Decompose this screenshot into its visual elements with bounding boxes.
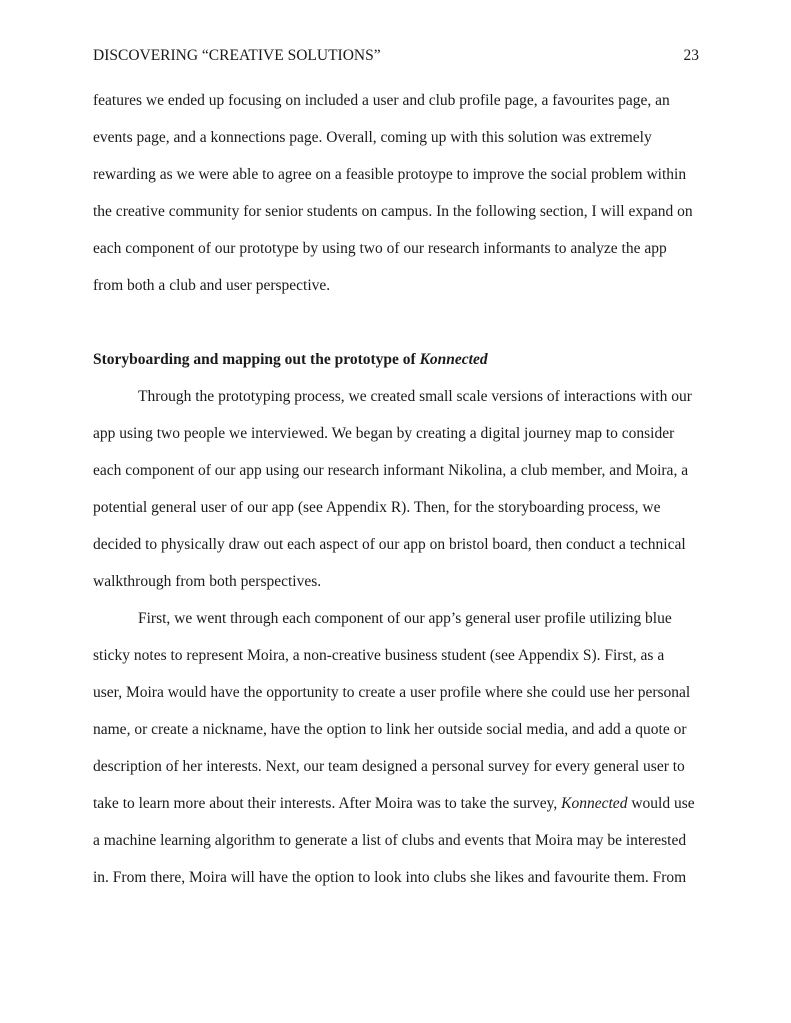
text-segment: Konnected — [419, 351, 488, 368]
text-segment: app using two people we interviewed. We began by creating a digital journey map to consider — [93, 425, 675, 442]
running-head: DISCOVERING “CREATIVE SOLUTIONS” — [93, 47, 381, 64]
text-line — [93, 452, 699, 489]
text-segment: from both a club and user perspective. — [93, 277, 331, 294]
text-segment: Storyboarding and mapping out the prototype of — [93, 351, 420, 368]
text-line — [93, 637, 699, 674]
text-segment: potential general user of our app (see Appendix R). Then, for the storyboarding process, we — [93, 499, 661, 516]
text-segment: features we ended up focusing on included a user and club profile page, a favourites page, an — [93, 92, 670, 109]
text-segment: sticky notes to represent Moira, a non-creative business student (see Appendix S). First, as a — [93, 647, 665, 664]
text-segment: a machine learning algorithm to generate a list of clubs and events that Moira may be interested — [93, 832, 687, 849]
text-line — [93, 711, 699, 748]
text-segment: Konnected — [561, 795, 628, 812]
text-line — [93, 415, 699, 452]
blank-line — [93, 304, 699, 341]
text-segment: rewarding as we were able to agree on a feasible protoype to improve the social problem within — [93, 166, 687, 183]
text-segment: the creative community for senior students on campus. In the following section, I will expand on — [93, 203, 693, 220]
page-header — [93, 47, 699, 65]
document-body — [93, 82, 699, 896]
text-line — [93, 859, 699, 896]
text-line — [93, 119, 699, 156]
text-segment: events page, and a konnections page. Overall, coming up with this solution was extremely — [93, 129, 652, 146]
text-segment: decided to physically draw out each aspect of our app on bristol board, then conduct a technical — [93, 536, 686, 553]
text-line — [93, 82, 699, 119]
text-line — [93, 563, 699, 600]
text-line — [93, 822, 699, 859]
text-line — [93, 193, 699, 230]
text-segment: Through the prototyping process, we created small scale versions of interactions with our — [138, 388, 692, 405]
text-line — [93, 674, 699, 711]
text-line — [93, 748, 699, 785]
text-line — [93, 600, 699, 637]
text-segment: each component of our prototype by using two of our research informants to analyze the app — [93, 240, 667, 257]
text-segment: walkthrough from both perspectives. — [93, 573, 322, 590]
text-line — [93, 785, 699, 822]
text-segment: in. From there, Moira will have the option to look into clubs she likes and favourite them. From — [93, 869, 687, 886]
section-heading — [93, 341, 699, 378]
text-line — [93, 489, 699, 526]
text-segment: take to learn more about their interests. After Moira was to take the survey, — [93, 795, 562, 812]
text-segment: First, we went through each component of our app’s general user profile utilizing blue — [138, 610, 672, 627]
text-line — [93, 378, 699, 415]
text-line — [93, 526, 699, 563]
text-segment: each component of our app using our research informant Nikolina, a club member, and Moira, a — [93, 462, 689, 479]
text-segment: name, or create a nickname, have the option to link her outside social media, and add a quote or — [93, 721, 687, 738]
page-number: 23 — [683, 47, 699, 64]
text-segment: would use — [627, 795, 695, 812]
text-line — [93, 267, 699, 304]
text-segment: description of her interests. Next, our team designed a personal survey for every general user to — [93, 758, 685, 775]
text-segment: user, Moira would have the opportunity to create a user profile where she could use her personal — [93, 684, 691, 701]
text-line — [93, 230, 699, 267]
text-line — [93, 156, 699, 193]
